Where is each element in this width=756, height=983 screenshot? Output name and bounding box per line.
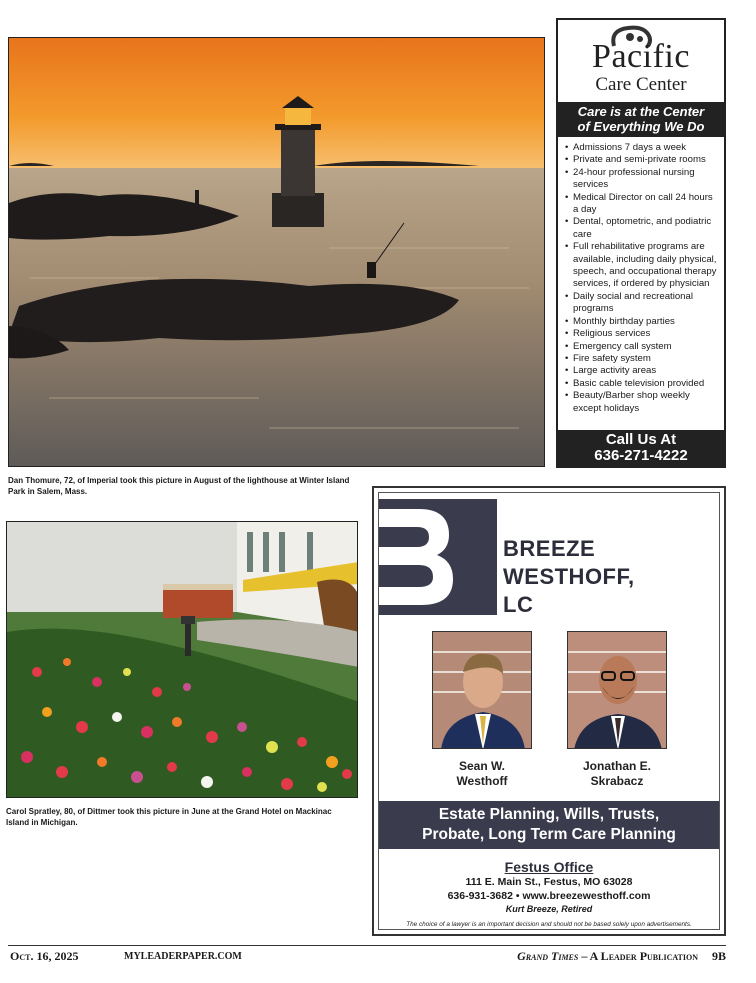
service-item: • Fire safety system [565,353,720,365]
firm-line-1: BREEZE [503,536,596,561]
service-item: • Monthly birthday parties [565,316,720,328]
footer-site: MYLEADERPAPER.COM [124,951,242,962]
pacific-logo [558,20,724,102]
service-item: • Religious services [565,328,720,340]
grand-hotel-photo [6,521,358,798]
service-item: • Private and semi-private rooms [565,154,720,166]
firm-line-2: WESTHOFF, [503,564,635,589]
pacific-tagline [558,102,724,137]
footer-date: Oct. 16, 2025 [10,949,79,963]
tagline-line-1: Care is at the Center [577,104,705,119]
disclaimer: The choice of a lawyer is an important decision and should not be based solely upon advertisements. [406,921,692,928]
practice-line-2: Probate, Long Term Care Planning [422,826,676,843]
footer-rule [8,945,726,946]
ad-inner-frame [378,492,720,930]
practice-line-1: Estate Planning, Wills, Trusts, [438,806,660,823]
breeze-westhoff-ad [372,486,726,936]
service-item: • Beauty/Barber shop weekly except holidays [565,390,720,415]
service-item: • Basic cable television provided [565,378,720,390]
attorney-name-skrabacz [557,759,677,789]
attorney-name-westhoff [422,759,542,789]
office-address: 111 E. Main St., Festus, MO 63028 [465,876,633,888]
service-item: • Large activity areas [565,365,720,377]
practice-areas-band [379,801,719,849]
pacific-name: Pacific [592,38,690,75]
retired-note: Kurt Breeze, Retired [505,904,593,914]
office-contact: 636-931-3682 • www.breezewesthoff.com [447,890,651,902]
office-title: Festus Office [504,859,594,875]
service-item: • Medical Director on call 24 hours a day [565,192,720,217]
lighthouse-caption: Dan Thomure, 72, of Imperial took this picture in August of the lighthouse at Winter Island Park in Salem, Mass. [8,476,350,496]
publication-name: Grand Times [517,949,579,963]
service-item: • Daily social and recreational programs [565,291,720,316]
office-block [379,859,719,915]
service-item: • Admissions 7 days a week [565,142,720,154]
attorney-last-name: Skrabacz [590,774,644,788]
lighthouse-photo [8,37,545,467]
service-item: • 24-hour professional nursing services [565,167,720,192]
pacific-call-block [558,430,724,466]
portrait-westhoff [432,631,532,749]
attorney-first-name: Sean W. [458,759,505,773]
firm-name [503,535,635,619]
page-number: 9B [711,949,726,963]
attorney-first-name: Jonathan E. [582,759,651,773]
firm-line-3: LC [503,592,534,617]
tagline-line-2: of Everything We Do [577,119,705,134]
portrait-skrabacz [567,631,667,749]
publication-rest: – A Leader Publication [578,949,698,963]
services-list [558,137,724,415]
service-item: • Full rehabilitative programs are available, including daily physical, speech, and occupational therapy services, if ordered by physician [565,241,720,291]
footer-publication [517,949,698,964]
grand-hotel-caption: Carol Spratley, 80, of Dittmer took this picture in June at the Grand Hotel on Mackinac Island in Michigan. [6,807,332,827]
attorney-last-name: Westhoff [456,774,508,788]
service-item: • Dental, optometric, and podiatric care [565,216,720,241]
pacific-subname: Care Center [595,74,687,95]
pacific-phone: 636-271-4222 [594,447,688,464]
service-item: • Emergency call system [565,341,720,353]
b-logo-icon [379,499,497,615]
call-label: Call Us At [605,431,677,448]
pacific-care-center-ad [556,18,726,468]
